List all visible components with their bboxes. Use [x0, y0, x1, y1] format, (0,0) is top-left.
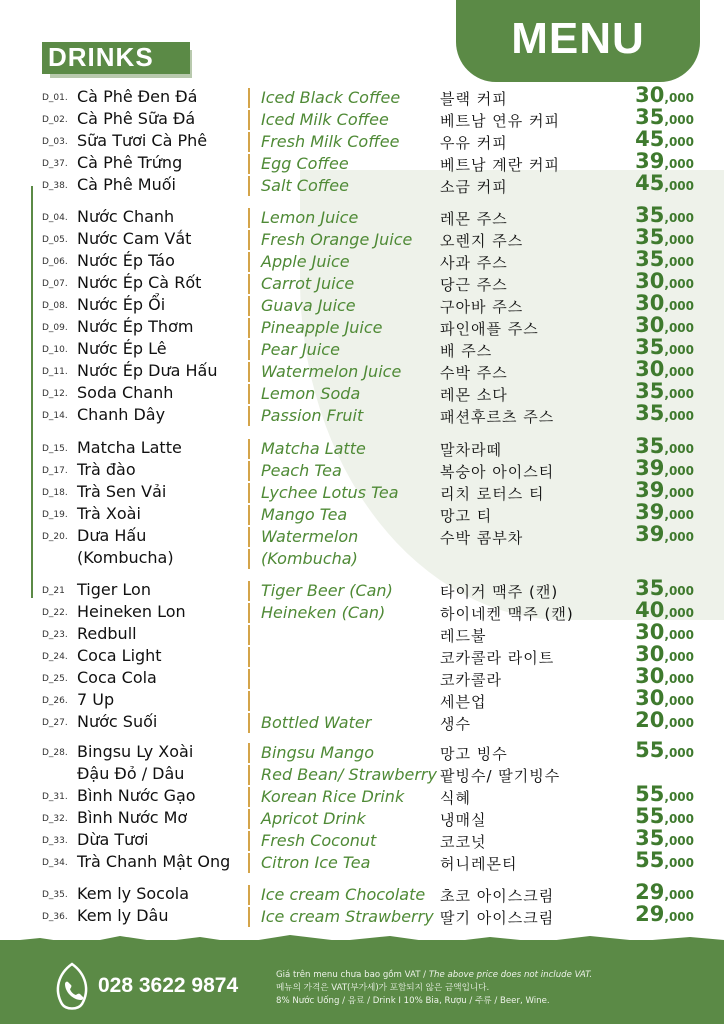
item-name-korean: 레몬 주스 [440, 210, 508, 228]
item-name-english: Pineapple Juice [261, 318, 383, 337]
price-thousands: 30 [635, 664, 665, 688]
item-price [612, 171, 694, 195]
item-code: D_23. [42, 630, 68, 640]
column-separator [248, 669, 250, 689]
leaf-phone-icon [52, 960, 92, 1012]
price-thousands: 35 [635, 247, 665, 271]
item-price [612, 313, 694, 337]
item-name-english: Korean Rice Drink [261, 787, 405, 806]
item-code: D_01. [42, 93, 68, 103]
price-unit: ,000 [664, 584, 694, 598]
item-name-vietnamese: Sữa Tươi Cà Phê [77, 131, 208, 150]
column-separator [248, 581, 250, 601]
item-code: D_38. [42, 181, 68, 191]
item-name-vietnamese: Nước Ép Ổi [77, 295, 166, 314]
price-thousands: 30 [635, 269, 665, 293]
item-name-english: Tiger Beer (Can) [261, 581, 393, 600]
item-name-vietnamese: Bingsu Ly Xoài [77, 742, 194, 761]
item-price [612, 83, 694, 107]
menu-item-row [0, 848, 724, 874]
price-unit: ,000 [664, 277, 694, 291]
item-name-english: Pear Juice [261, 340, 340, 359]
item-price [612, 434, 694, 458]
column-separator [248, 787, 250, 807]
column-separator [248, 831, 250, 851]
item-name-english: Bottled Water [261, 713, 372, 732]
item-name-english: Fresh Coconut [261, 831, 377, 850]
item-name-korean: 망고 티 [440, 507, 493, 525]
item-name-vietnamese: 7 Up [77, 690, 115, 709]
column-separator [248, 252, 250, 272]
column-separator [248, 505, 250, 525]
tax-rate-line: 8% Nước Uống / 음료 / Drink I 10% Bia, Rượu / 주류 / Beer, Wine. [276, 996, 550, 1006]
item-name-vietnamese: Kem ly Socola [77, 884, 189, 903]
item-name-vietnamese: Nước Ép Lê [77, 339, 167, 358]
price-unit: ,000 [664, 716, 694, 730]
item-name-vietnamese: Đậu Đỏ / Dâu [77, 764, 185, 783]
price-unit: ,000 [664, 464, 694, 478]
menu-item-row [0, 401, 724, 427]
item-name-korean: 리치 로터스 티 [440, 485, 545, 503]
price-unit: ,000 [664, 442, 694, 456]
price-unit: ,000 [664, 746, 694, 760]
column-separator [248, 765, 250, 785]
column-separator [248, 296, 250, 316]
phone-number: 028 3622 9874 [98, 974, 239, 997]
item-price [612, 379, 694, 403]
price-thousands: 35 [635, 826, 665, 850]
price-unit: ,000 [664, 888, 694, 902]
item-code: D_04. [42, 213, 68, 223]
item-name-english: Mango Tea [261, 505, 348, 524]
item-code: D_32. [42, 814, 68, 824]
item-price [612, 686, 694, 710]
item-name-english: (Kombucha) [261, 549, 358, 568]
item-name-korean: 코코넛 [440, 833, 487, 851]
item-code: D_14. [42, 411, 68, 421]
item-name-vietnamese: Matcha Latte [77, 438, 182, 457]
item-code: D_24. [42, 652, 68, 662]
price-unit: ,000 [664, 812, 694, 826]
item-name-korean: 오렌지 주스 [440, 232, 524, 250]
item-price [612, 880, 694, 904]
item-name-english: Watermelon [261, 527, 359, 546]
item-name-korean: 허니레몬티 [440, 855, 518, 873]
item-price [612, 203, 694, 227]
item-name-korean: 복숭아 아이스티 [440, 463, 555, 481]
price-thousands: 39 [635, 522, 665, 546]
item-name-korean: 베트남 연유 커피 [440, 112, 560, 130]
item-name-english: Iced Milk Coffee [261, 110, 389, 129]
item-code: D_10. [42, 345, 68, 355]
item-name-vietnamese: Cà Phê Muối [77, 175, 176, 194]
item-price [612, 642, 694, 666]
item-price [612, 127, 694, 151]
column-separator [248, 907, 250, 927]
item-name-english: Fresh Orange Juice [261, 230, 413, 249]
item-code: D_15. [42, 444, 68, 454]
item-name-english: Red Bean/ Strawberry [261, 765, 437, 784]
phone-contact[interactable] [52, 960, 252, 1020]
menu-item-row [0, 902, 724, 928]
column-separator [248, 691, 250, 711]
item-name-korean: 말차라떼 [440, 441, 502, 459]
item-name-english: Passion Fruit [261, 406, 364, 425]
price-unit: ,000 [664, 365, 694, 379]
menu-title: MENU [511, 14, 645, 63]
item-price [612, 291, 694, 315]
price-thousands: 39 [635, 478, 665, 502]
price-thousands: 35 [635, 225, 665, 249]
item-code: D_09. [42, 323, 68, 333]
column-separator [248, 603, 250, 623]
item-name-korean: 배 주스 [440, 342, 493, 360]
item-name-vietnamese: Dừa Tươi [77, 830, 149, 849]
item-code: D_17. [42, 466, 68, 476]
price-thousands: 55 [635, 782, 665, 806]
item-code: D_03. [42, 137, 68, 147]
item-name-vietnamese: Soda Chanh [77, 383, 174, 402]
item-name-english: Heineken (Can) [261, 603, 386, 622]
item-name-english: Citron Ice Tea [261, 853, 371, 872]
column-separator [248, 713, 250, 733]
item-code: D_20. [42, 532, 68, 542]
price-thousands: 55 [635, 848, 665, 872]
item-code: D_26. [42, 696, 68, 706]
item-name-vietnamese: Trà Xoài [77, 504, 141, 523]
item-name-korean: 식혜 [440, 789, 471, 807]
price-unit: ,000 [664, 910, 694, 924]
footer-notes [276, 969, 592, 1008]
item-code: D_08. [42, 301, 68, 311]
column-separator [248, 318, 250, 338]
item-name-english: Guava Juice [261, 296, 356, 315]
item-name-english: Lemon Soda [261, 384, 361, 403]
item-price [612, 456, 694, 480]
item-name-korean: 파인애플 주스 [440, 320, 539, 338]
price-unit: ,000 [664, 157, 694, 171]
column-separator [248, 340, 250, 360]
item-name-vietnamese: Nước Suối [77, 712, 158, 731]
item-price [612, 826, 694, 850]
price-unit: ,000 [664, 91, 694, 105]
price-unit: ,000 [664, 694, 694, 708]
item-name-vietnamese: Trà đào [77, 460, 136, 479]
item-name-korean: 하이네켄 맥주 (캔) [440, 605, 574, 623]
item-name-korean: 패션후르츠 주스 [440, 408, 555, 426]
column-separator [248, 384, 250, 404]
price-thousands: 30 [635, 686, 665, 710]
price-unit: ,000 [664, 179, 694, 193]
column-separator [248, 132, 250, 152]
item-name-vietnamese: Coca Cola [77, 668, 157, 687]
item-name-vietnamese: Heineken Lon [77, 602, 186, 621]
item-name-korean: 수박 주스 [440, 364, 508, 382]
item-name-vietnamese: Nước Ép Dưa Hấu [77, 361, 218, 380]
item-price [612, 522, 694, 546]
price-unit: ,000 [664, 486, 694, 500]
price-thousands: 29 [635, 880, 665, 904]
item-name-english: Fresh Milk Coffee [261, 132, 400, 151]
item-name-vietnamese: Trà Chanh Mật Ong [77, 852, 231, 871]
column-separator [248, 176, 250, 196]
item-price [612, 478, 694, 502]
column-separator [248, 274, 250, 294]
price-thousands: 30 [635, 642, 665, 666]
item-code: D_18. [42, 488, 68, 498]
item-name-english: Matcha Latte [261, 439, 366, 458]
price-thousands: 35 [635, 105, 665, 129]
price-thousands: 39 [635, 456, 665, 480]
column-separator [248, 439, 250, 459]
item-name-english: Iced Black Coffee [261, 88, 401, 107]
item-price [612, 848, 694, 872]
item-code: D_21 [42, 586, 65, 596]
price-thousands: 35 [635, 379, 665, 403]
column-separator [248, 809, 250, 829]
item-code: D_22. [42, 608, 68, 618]
item-code: D_05. [42, 235, 68, 245]
item-price [612, 335, 694, 359]
menu-item-row [0, 171, 724, 197]
column-separator [248, 527, 250, 547]
item-name-vietnamese: Nước Ép Táo [77, 251, 175, 270]
item-name-vietnamese: Coca Light [77, 646, 162, 665]
item-name-korean: 생수 [440, 715, 471, 733]
price-unit: ,000 [664, 409, 694, 423]
price-unit: ,000 [664, 321, 694, 335]
item-price [612, 598, 694, 622]
item-code: D_28. [42, 748, 68, 758]
column-separator [248, 230, 250, 250]
price-unit: ,000 [664, 856, 694, 870]
menu-item-row [0, 738, 724, 764]
price-unit: ,000 [664, 233, 694, 247]
price-thousands: 35 [635, 576, 665, 600]
item-name-vietnamese: Tiger Lon [77, 580, 151, 599]
item-name-korean: 레드불 [440, 627, 487, 645]
item-name-korean: 소금 커피 [440, 178, 508, 196]
item-name-vietnamese: Kem ly Dâu [77, 906, 169, 925]
price-thousands: 30 [635, 313, 665, 337]
item-name-korean: 블랙 커피 [440, 90, 508, 108]
item-code: D_33. [42, 836, 68, 846]
column-separator [248, 461, 250, 481]
item-name-vietnamese: (Kombucha) [77, 548, 174, 567]
item-code: D_19. [42, 510, 68, 520]
item-name-english: Apple Juice [261, 252, 350, 271]
column-separator [248, 625, 250, 645]
item-price [612, 105, 694, 129]
item-name-vietnamese: Nước Chanh [77, 207, 175, 226]
price-unit: ,000 [664, 650, 694, 664]
column-separator [248, 483, 250, 503]
item-name-vietnamese: Nước Ép Cà Rốt [77, 273, 202, 292]
price-thousands: 39 [635, 149, 665, 173]
price-unit: ,000 [664, 135, 694, 149]
menu-item-row [0, 548, 724, 570]
item-code: D_11. [42, 367, 68, 377]
item-price [612, 225, 694, 249]
item-name-vietnamese: Bình Nước Mơ [77, 808, 188, 827]
item-name-korean: 코카콜라 [440, 671, 502, 689]
item-name-english: Watermelon Juice [261, 362, 402, 381]
item-name-vietnamese: Redbull [77, 624, 137, 643]
item-name-korean: 수박 콤부차 [440, 529, 524, 547]
item-name-vietnamese: Dưa Hấu [77, 526, 147, 545]
price-thousands: 55 [635, 738, 665, 762]
column-separator [248, 362, 250, 382]
item-name-korean: 세븐업 [440, 693, 487, 711]
price-unit: ,000 [664, 530, 694, 544]
item-name-korean: 우유 커피 [440, 134, 508, 152]
price-unit: ,000 [664, 299, 694, 313]
item-code: D_36. [42, 912, 68, 922]
item-price [612, 500, 694, 524]
price-thousands: 39 [635, 500, 665, 524]
item-name-korean: 당근 주스 [440, 276, 508, 294]
column-separator [248, 743, 250, 763]
item-price [612, 738, 694, 762]
item-name-english: Lychee Lotus Tea [261, 483, 399, 502]
item-price [612, 782, 694, 806]
item-price [612, 804, 694, 828]
item-name-korean: 딸기 아이스크림 [440, 909, 555, 927]
price-thousands: 30 [635, 83, 665, 107]
item-name-english: Salt Coffee [261, 176, 349, 195]
item-code: D_35. [42, 890, 68, 900]
item-code: D_25. [42, 674, 68, 684]
item-name-vietnamese: Trà Sen Vải [77, 482, 167, 501]
price-unit: ,000 [664, 211, 694, 225]
item-name-english: Peach Tea [261, 461, 342, 480]
price-unit: ,000 [664, 255, 694, 269]
price-unit: ,000 [664, 628, 694, 642]
column-separator [248, 406, 250, 426]
item-price [612, 149, 694, 173]
price-thousands: 35 [635, 203, 665, 227]
price-thousands: 20 [635, 708, 665, 732]
price-unit: ,000 [664, 834, 694, 848]
item-name-korean: 베트남 계란 커피 [440, 156, 560, 174]
item-name-english: Lemon Juice [261, 208, 359, 227]
item-code: D_06. [42, 257, 68, 267]
item-name-korean: 레몬 소다 [440, 386, 508, 404]
item-name-english: Ice cream Chocolate [261, 885, 426, 904]
item-price [612, 708, 694, 732]
price-unit: ,000 [664, 606, 694, 620]
column-separator [248, 853, 250, 873]
item-code: D_07. [42, 279, 68, 289]
item-name-english: Carrot Juice [261, 274, 355, 293]
item-name-korean: 초코 아이스크림 [440, 887, 555, 905]
menu-item-row [0, 522, 724, 548]
item-name-vietnamese: Bình Nước Gạo [77, 786, 196, 805]
column-separator [248, 88, 250, 108]
item-name-korean: 망고 빙수 [440, 745, 508, 763]
column-separator [248, 647, 250, 667]
price-unit: ,000 [664, 508, 694, 522]
column-separator [248, 885, 250, 905]
price-unit: ,000 [664, 387, 694, 401]
item-price [612, 401, 694, 425]
item-name-english: Egg Coffee [261, 154, 349, 173]
item-price [612, 357, 694, 381]
section-title: DRINKS [48, 42, 154, 72]
item-name-korean: 구아바 주스 [440, 298, 524, 316]
price-thousands: 29 [635, 902, 665, 926]
price-thousands: 30 [635, 620, 665, 644]
price-unit: ,000 [664, 790, 694, 804]
price-thousands: 45 [635, 171, 665, 195]
item-name-vietnamese: Nước Ép Thơm [77, 317, 194, 336]
menu-item-row [0, 708, 724, 734]
item-name-korean: 냉매실 [440, 811, 487, 829]
item-price [612, 664, 694, 688]
item-code: D_37. [42, 159, 68, 169]
item-price [612, 576, 694, 600]
column-separator [248, 110, 250, 130]
price-thousands: 35 [635, 434, 665, 458]
column-separator [248, 154, 250, 174]
item-code: D_34. [42, 858, 68, 868]
item-name-korean: 코카콜라 라이트 [440, 649, 555, 667]
item-price [612, 902, 694, 926]
item-name-english: Bingsu Mango [261, 743, 374, 762]
item-code: D_12. [42, 389, 68, 399]
item-name-english: Apricot Drink [261, 809, 366, 828]
column-separator [248, 549, 250, 569]
price-thousands: 40 [635, 598, 665, 622]
item-code: D_31. [42, 792, 68, 802]
item-price [612, 620, 694, 644]
item-code: D_02. [42, 115, 68, 125]
item-code: D_27. [42, 718, 68, 728]
price-thousands: 30 [635, 291, 665, 315]
item-name-korean: 타이거 맥주 (캔) [440, 583, 559, 601]
vat-note-vn: Giá trên menu chưa bao gồm VAT / [276, 970, 429, 980]
item-name-vietnamese: Cà Phê Trứng [77, 153, 183, 172]
item-price [612, 269, 694, 293]
item-name-korean: 팥빙수/ 딸기빙수 [440, 767, 561, 785]
vat-note [276, 969, 592, 982]
price-unit: ,000 [664, 343, 694, 357]
vat-note-en: The above price does not include VAT. [428, 970, 593, 980]
column-separator [248, 208, 250, 228]
price-thousands: 35 [635, 401, 665, 425]
item-name-english: Ice cream Strawberry [261, 907, 434, 926]
price-thousands: 30 [635, 357, 665, 381]
price-unit: ,000 [664, 672, 694, 686]
item-name-korean: 사과 주스 [440, 254, 508, 272]
price-thousands: 45 [635, 127, 665, 151]
item-price [612, 247, 694, 271]
vat-note-kr: 메뉴의 가격은 VAT(부가세)가 포함되지 않은 금액입니다. [276, 983, 490, 993]
item-name-vietnamese: Cà Phê Sữa Đá [77, 109, 196, 128]
price-thousands: 55 [635, 804, 665, 828]
item-name-vietnamese: Cà Phê Đen Đá [77, 87, 198, 106]
item-name-vietnamese: Nước Cam Vắt [77, 229, 192, 248]
price-thousands: 35 [635, 335, 665, 359]
price-unit: ,000 [664, 113, 694, 127]
item-name-vietnamese: Chanh Dây [77, 405, 166, 424]
